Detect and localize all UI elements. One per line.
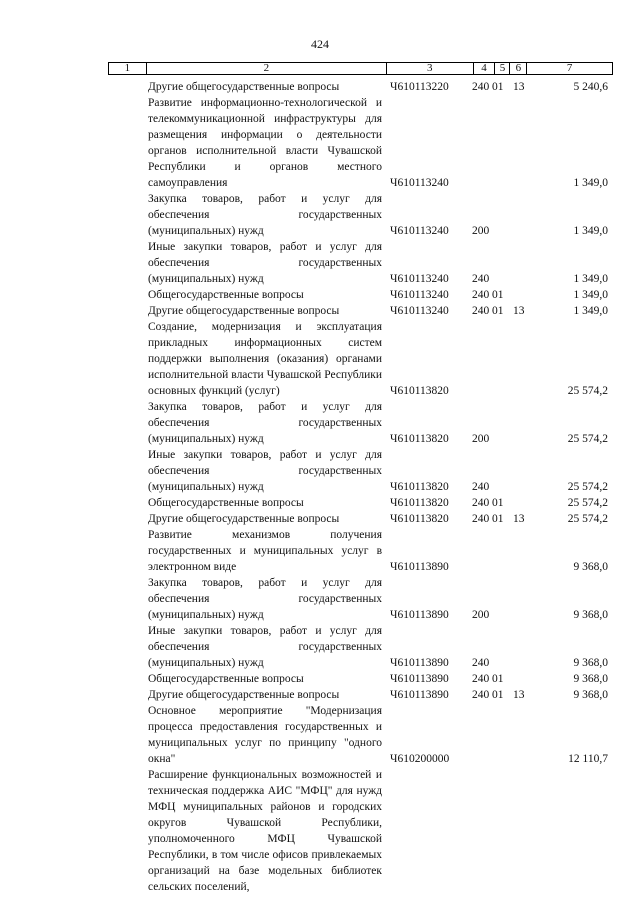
row-target-code: Ч610113240 xyxy=(390,177,449,189)
row-target-code: Ч610113820 xyxy=(390,497,449,509)
row-target-code: Ч610113820 xyxy=(390,513,449,525)
row-target-code: Ч610113820 xyxy=(390,481,449,493)
row-description: Другие общегосударственные вопросы xyxy=(148,513,340,525)
row-description: Развитие механизмов получения государственных и муниципальных услуг в электронном виде xyxy=(148,529,382,573)
row-expense-type: 240 xyxy=(472,273,490,285)
table-row xyxy=(0,95,640,191)
row-target-code: Ч610113820 xyxy=(390,385,449,397)
table-row xyxy=(0,447,640,495)
row-target-code: Ч610113890 xyxy=(390,689,449,701)
row-target-code: Ч610113890 xyxy=(390,673,449,685)
row-amount: 1 349,0 xyxy=(573,305,608,317)
row-description: Закупка товаров, работ и услуг для обеспечения государственных (муниципальных) нужд xyxy=(148,577,382,621)
row-amount: 9 368,0 xyxy=(573,673,608,685)
row-amount: 9 368,0 xyxy=(573,609,608,621)
table-row xyxy=(0,623,640,671)
row-target-code: Ч610113240 xyxy=(390,289,449,301)
row-amount: 9 368,0 xyxy=(573,561,608,573)
row-subsection: 13 xyxy=(513,305,525,317)
table-row xyxy=(0,191,640,239)
row-target-code: Ч610113820 xyxy=(390,433,449,445)
table-row xyxy=(0,399,640,447)
row-expense-type: 240 xyxy=(472,289,490,301)
row-amount: 5 240,6 xyxy=(573,81,608,93)
row-amount: 1 349,0 xyxy=(573,225,608,237)
row-section: 01 xyxy=(492,689,504,701)
row-description: Основное мероприятие "Модернизация процесса предоставления государственных и муниципальных услуг по принципу "одного окна" xyxy=(148,705,382,765)
row-description: Общегосударственные вопросы xyxy=(148,673,304,685)
row-section: 01 xyxy=(492,305,504,317)
row-description: Иные закупки товаров, работ и услуг для обеспечения государственных (муниципальных) нужд xyxy=(148,241,382,285)
row-target-code: Ч610113890 xyxy=(390,609,449,621)
row-description: Общегосударственные вопросы xyxy=(148,289,304,301)
row-subsection: 13 xyxy=(513,689,525,701)
row-section: 01 xyxy=(492,497,504,509)
row-target-code: Ч610113240 xyxy=(390,273,449,285)
row-description: Иные закупки товаров, работ и услуг для обеспечения государственных (муниципальных) нужд xyxy=(148,625,382,669)
row-section: 01 xyxy=(492,289,504,301)
header-col-5: 5 xyxy=(494,63,509,74)
row-expense-type: 240 xyxy=(472,513,490,525)
row-amount: 1 349,0 xyxy=(573,273,608,285)
row-expense-type: 200 xyxy=(472,225,490,237)
table-row xyxy=(0,575,640,623)
row-amount: 25 574,2 xyxy=(567,513,608,525)
row-amount: 1 349,0 xyxy=(573,289,608,301)
table-row xyxy=(0,687,640,703)
header-col-3: 3 xyxy=(386,63,473,74)
row-expense-type: 240 xyxy=(472,305,490,317)
row-amount: 25 574,2 xyxy=(567,481,608,493)
table-row xyxy=(0,527,640,575)
row-expense-type: 200 xyxy=(472,433,490,445)
row-expense-type: 240 xyxy=(472,481,490,493)
row-amount: 9 368,0 xyxy=(573,657,608,669)
row-subsection: 13 xyxy=(513,81,525,93)
row-expense-type: 240 xyxy=(472,497,490,509)
row-expense-type: 240 xyxy=(472,673,490,685)
row-description: Закупка товаров, работ и услуг для обеспечения государственных (муниципальных) нужд xyxy=(148,401,382,445)
page-number: 424 xyxy=(311,37,329,51)
row-description: Развитие информационно-технологической и телекоммуникационной инфраструктуры для размещения информации о деятельности органов исполнительной власти Чувашской Республики и органов местного самоуправления xyxy=(148,97,382,189)
row-description: Другие общегосударственные вопросы xyxy=(148,689,340,701)
header-col-4: 4 xyxy=(473,63,495,74)
row-target-code: Ч610113220 xyxy=(390,81,449,93)
row-target-code: Ч610200000 xyxy=(390,753,450,765)
header-col-6: 6 xyxy=(509,63,526,74)
table-row xyxy=(0,511,640,527)
row-amount: 25 574,2 xyxy=(567,433,608,445)
row-section: 01 xyxy=(492,513,504,525)
row-subsection: 13 xyxy=(513,513,525,525)
table-row xyxy=(0,703,640,767)
row-expense-type: 200 xyxy=(472,609,490,621)
row-section: 01 xyxy=(492,81,504,93)
row-description: Расширение функциональных возможностей и техническая поддержка АИС "МФЦ" для нужд МФЦ муниципальных районов и городских округов Чувашской Республики, уполномоченного МФЦ Чувашской Республики, в том числе офисов привлекаемых организаций на базе модельных библиотек сельских поселений, xyxy=(148,769,382,893)
row-amount: 9 368,0 xyxy=(573,689,608,701)
table-row xyxy=(0,319,640,399)
row-amount: 25 574,2 xyxy=(567,385,608,397)
row-section: 01 xyxy=(492,673,504,685)
table-row xyxy=(0,79,640,95)
row-amount: 25 574,2 xyxy=(567,497,608,509)
table-row xyxy=(0,671,640,687)
row-amount: 1 349,0 xyxy=(573,177,608,189)
table-row xyxy=(0,767,640,895)
table-body xyxy=(0,79,640,895)
row-target-code: Ч610113890 xyxy=(390,561,449,573)
row-description: Другие общегосударственные вопросы xyxy=(148,81,340,93)
table-row xyxy=(0,287,640,303)
row-expense-type: 240 xyxy=(472,657,490,669)
row-amount: 12 110,7 xyxy=(568,753,608,765)
row-description: Иные закупки товаров, работ и услуг для обеспечения государственных (муниципальных) нужд xyxy=(148,449,382,493)
row-description: Создание, модернизация и эксплуатация прикладных информационных систем поддержки выполнения (оказания) органами исполнительной власти Чувашской Республики основных функций (услуг) xyxy=(148,321,382,397)
row-description: Общегосударственные вопросы xyxy=(148,497,304,509)
header-col-1: 1 xyxy=(124,62,131,74)
row-description: Другие общегосударственные вопросы xyxy=(148,305,340,317)
row-target-code: Ч610113890 xyxy=(390,657,449,669)
row-description: Закупка товаров, работ и услуг для обеспечения государственных (муниципальных) нужд xyxy=(148,193,382,237)
table-row xyxy=(0,495,640,511)
row-expense-type: 240 xyxy=(472,689,490,701)
table-row xyxy=(0,303,640,319)
row-target-code: Ч610113240 xyxy=(390,305,449,317)
header-col-7: 7 xyxy=(526,63,612,74)
row-target-code: Ч610113240 xyxy=(390,225,449,237)
table-header xyxy=(108,62,613,75)
row-expense-type: 240 xyxy=(472,81,490,93)
table-row xyxy=(0,239,640,287)
header-col-2: 2 xyxy=(146,63,386,74)
